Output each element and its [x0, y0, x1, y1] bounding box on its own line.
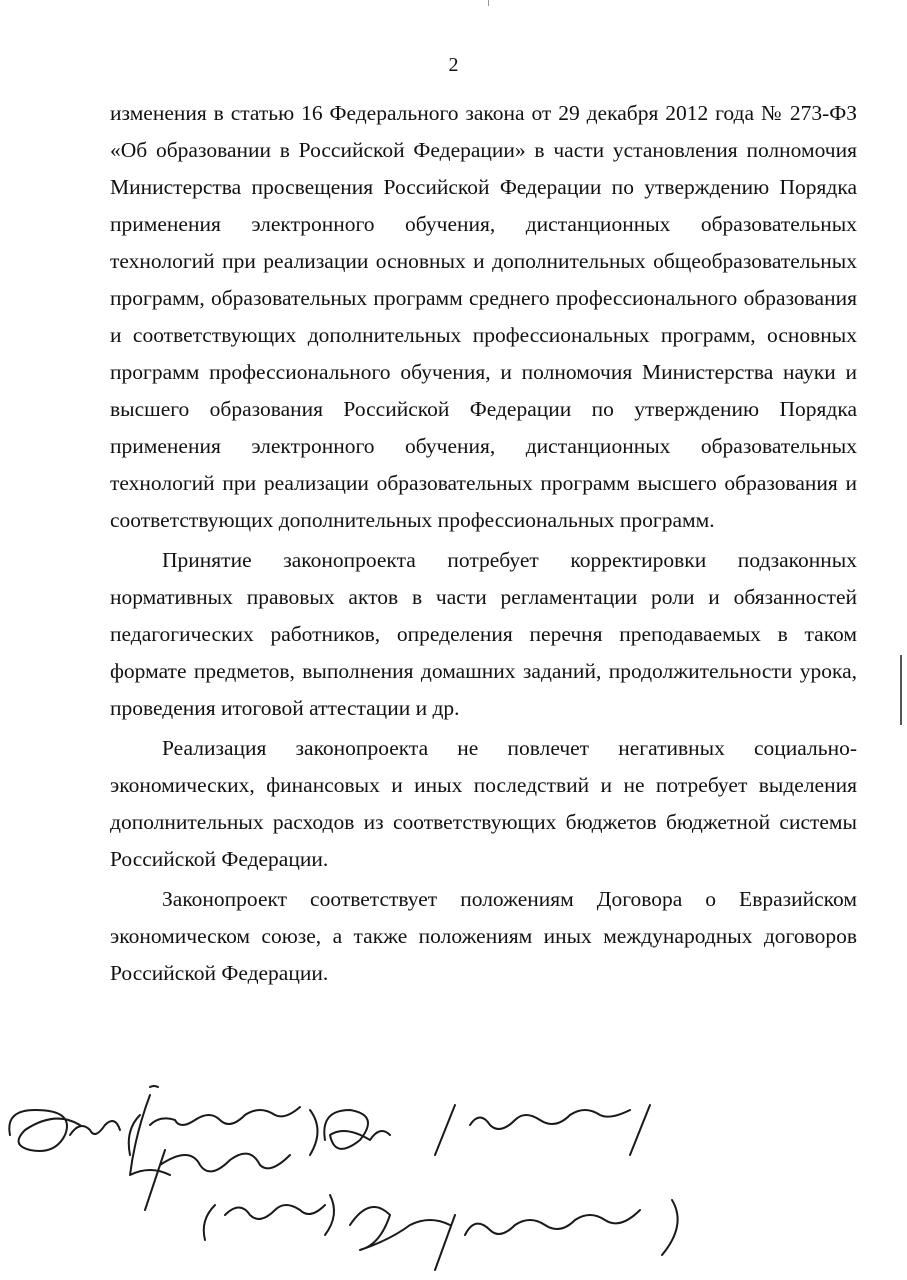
slash-left: [435, 1105, 455, 1155]
paren-right-3: [662, 1200, 678, 1255]
signature-block: [0, 1075, 907, 1280]
paragraph-line: программ профессионального обучения, и полномочия Министерства науки и: [110, 360, 857, 384]
signature-text-3: [225, 1205, 325, 1219]
paragraph-line: и соответствующих дополнительных профессиональных программ, основных: [110, 323, 857, 347]
paragraph-4: Законопроект соответствует положениям Договора о Евразийском экономическом союзе, а также положениям иных международных договоров Российской Федерации.: [110, 887, 857, 985]
paragraph-2: Принятие законопроекта потребует корректировки подзаконных нормативных правовых актов в части регламентации роли и обязанностей педагогических работников, определения перечня преподаваемых в таком формате предметов, выполнения домашних заданий, продолжительности урока, проведения итоговой аттестации и др.: [110, 548, 857, 720]
signature-stroke-4: [350, 1207, 450, 1250]
paragraph-line: применения электронного обучения, дистанционных образовательных: [110, 434, 857, 458]
handwritten-signatures: [0, 1075, 907, 1280]
scan-margin-mark: [900, 655, 902, 725]
paragraph-line: изменения в статью 16 Федерального закона от 29 декабря 2012 года № 273-ФЗ: [110, 101, 857, 125]
paragraph-line: применения электронного обучения, дистанционных образовательных: [110, 212, 857, 236]
paragraph-line: программ, образовательных программ среднего профессионального образования: [110, 286, 857, 310]
signature-text-1: [150, 1107, 300, 1125]
signature-stroke-1: [9, 1110, 80, 1151]
slash-right: [630, 1105, 650, 1155]
signature-stroke-2: [324, 1110, 390, 1149]
paragraph-3: Реализация законопроекта не повлечет негативных социально-экономических, финансовых и иных последствий и не потребует выделения дополнительных расходов из соответствующих бюджетов бюджетной системы Российской Федерации.: [110, 736, 857, 871]
scan-mark-top: [488, 0, 489, 6]
document-body: [110, 95, 857, 992]
paragraph-line: соответствующих дополнительных профессиональных программ.: [110, 508, 715, 532]
paren-left-2: [204, 1205, 215, 1240]
paragraph-line: Министерства просвещения Российской Федерации по утверждению Порядка: [110, 175, 857, 199]
paren-right: [310, 1110, 318, 1155]
paragraph-1: [110, 95, 857, 539]
paragraph-line: «Об образовании в Российской Федерации» в части установления полномочия: [110, 138, 857, 162]
paragraph-line: технологий при реализации основных и дополнительных общеобразовательных: [110, 249, 857, 273]
signature-text-2: [470, 1110, 630, 1129]
signature-text-4: [465, 1210, 640, 1235]
paragraph-line: технологий при реализации образовательных программ высшего образования и: [110, 471, 857, 495]
signature-mark: [150, 1086, 158, 1087]
signature-stroke-3: [145, 1150, 290, 1210]
paren-right-2: [325, 1195, 334, 1235]
page-number: 2: [448, 54, 459, 76]
paragraph-line: высшего образования Российской Федерации по утверждению Порядка: [110, 397, 857, 421]
